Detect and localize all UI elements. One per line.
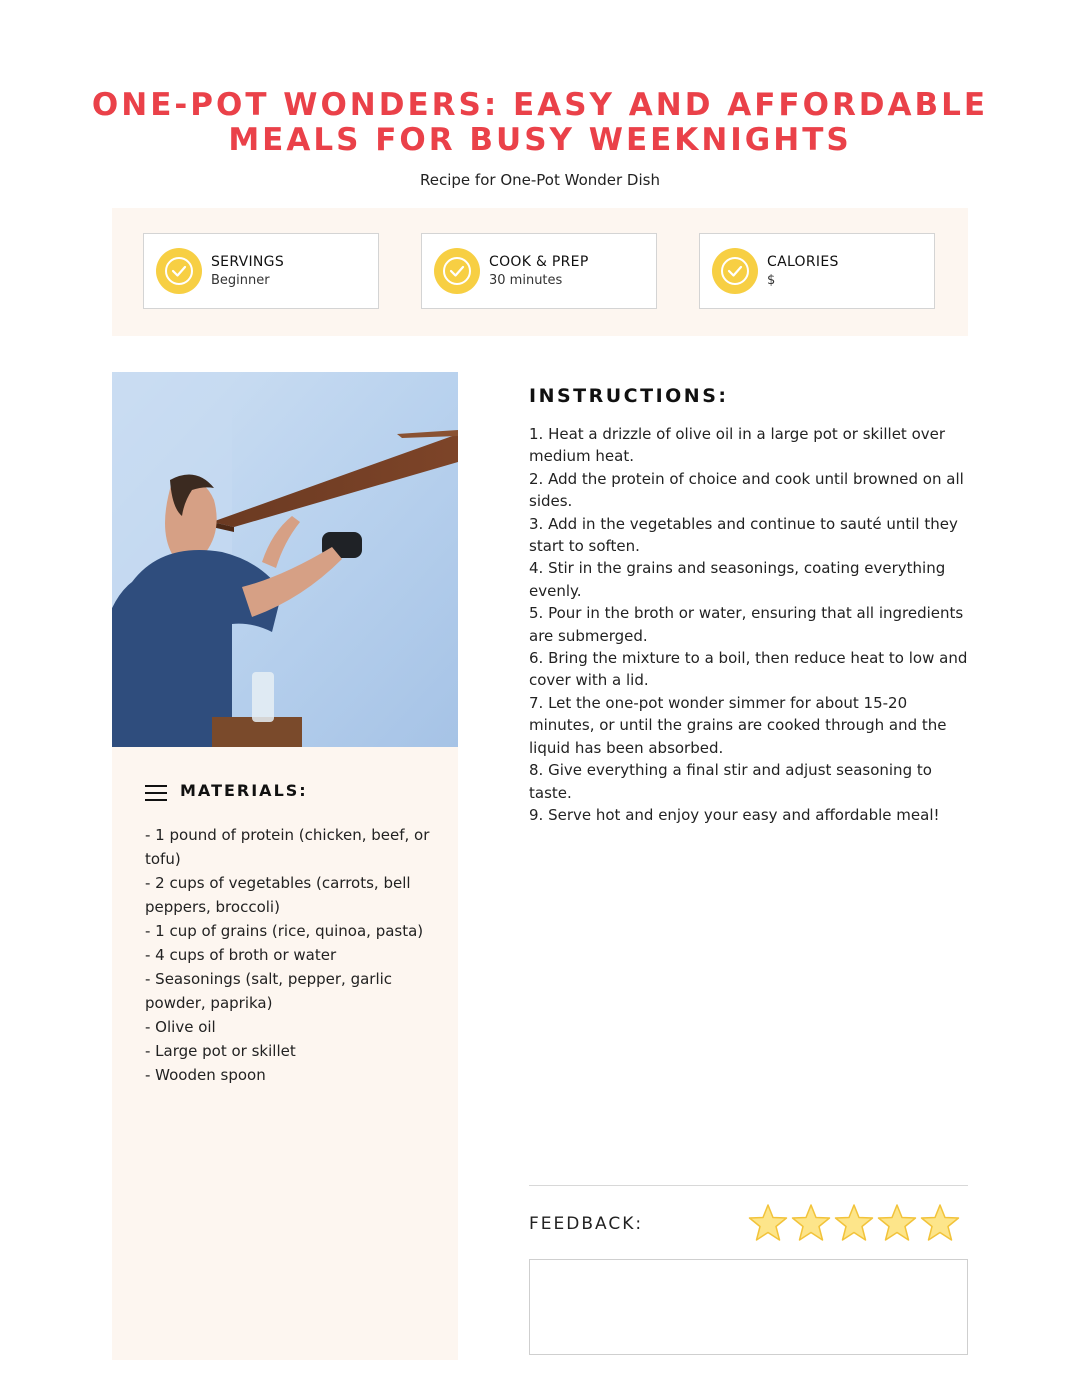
instructions-list [529,423,971,826]
stats-band [112,208,968,336]
materials-heading: MATERIALS: [180,781,308,800]
list-item: - 4 cups of broth or water [145,946,337,964]
stat-label: COOK & PREP [489,254,589,270]
stat-label: CALORIES [767,254,839,270]
stat-value: 30 minutes [489,273,563,288]
star-icon[interactable] [748,1203,788,1243]
list-item: 2. Add the protein of choice and cook until browned on all sides. [529,469,964,511]
check-circle-icon [712,248,758,294]
check-circle-icon [156,248,202,294]
star-icon[interactable] [877,1203,917,1243]
list-item: - Wooden spoon [145,1066,266,1084]
feedback-input[interactable] [529,1259,968,1355]
list-item: 4. Stir in the grains and seasonings, coating everything evenly. [529,559,946,600]
list-item: 8. Give everything a final stir and adjust seasoning to taste. [529,761,932,802]
list-item: 6. Bring the mixture to a boil, then reduce heat to low and cover with a lid. [529,649,968,690]
divider [529,1185,968,1186]
stat-card-servings [143,233,379,309]
list-item: 5. Pour in the broth or water, ensuring that all ingredients are submerged. [529,604,964,645]
list-item: - 1 cup of grains (rice, quinoa, pasta) [145,922,424,940]
list-item: 1. Heat a drizzle of olive oil in a large pot or skillet over medium heat. [529,425,946,466]
stat-card-cook-prep [421,233,657,309]
materials-list [145,823,435,1087]
list-item: 3. Add in the vegetables and continue to sauté until they start to soften. [529,514,958,556]
list-item: 9. Serve hot and enjoy your easy and affordable meal! [529,805,940,824]
list-item: - Olive oil [145,1018,216,1036]
list-item: - Large pot or skillet [145,1042,296,1060]
star-icon[interactable] [791,1203,831,1243]
page-title: ONE-POT WONDERS: EASY AND AFFORDABLE MEALS FOR BUSY WEEKNIGHTS [91,87,989,158]
stat-value: Beginner [211,273,270,288]
menu-icon [145,785,167,801]
check-circle-icon [434,248,480,294]
feedback-label: FEEDBACK: [529,1214,644,1234]
list-item: - Seasonings (salt, pepper, garlic powder, paprika) [145,970,393,1012]
materials-panel [112,747,458,1360]
list-item: 7. Let the one-pot wonder simmer for about 15-20 minutes, or until the grains are cooked through and the liquid has been absorbed. [529,693,947,757]
page-subtitle: Recipe for One-Pot Wonder Dish [420,171,660,189]
stat-label: SERVINGS [211,254,285,270]
stat-card-calories [699,233,935,309]
recipe-photo [112,372,458,747]
list-item: - 1 pound of protein (chicken, beef, or tofu) [145,826,430,868]
list-item: - 2 cups of vegetables (carrots, bell peppers, broccoli) [145,874,411,916]
instructions-heading: INSTRUCTIONS: [529,385,729,407]
star-icon[interactable] [834,1203,874,1243]
stat-value: $ [767,273,776,288]
star-icon[interactable] [920,1203,960,1243]
